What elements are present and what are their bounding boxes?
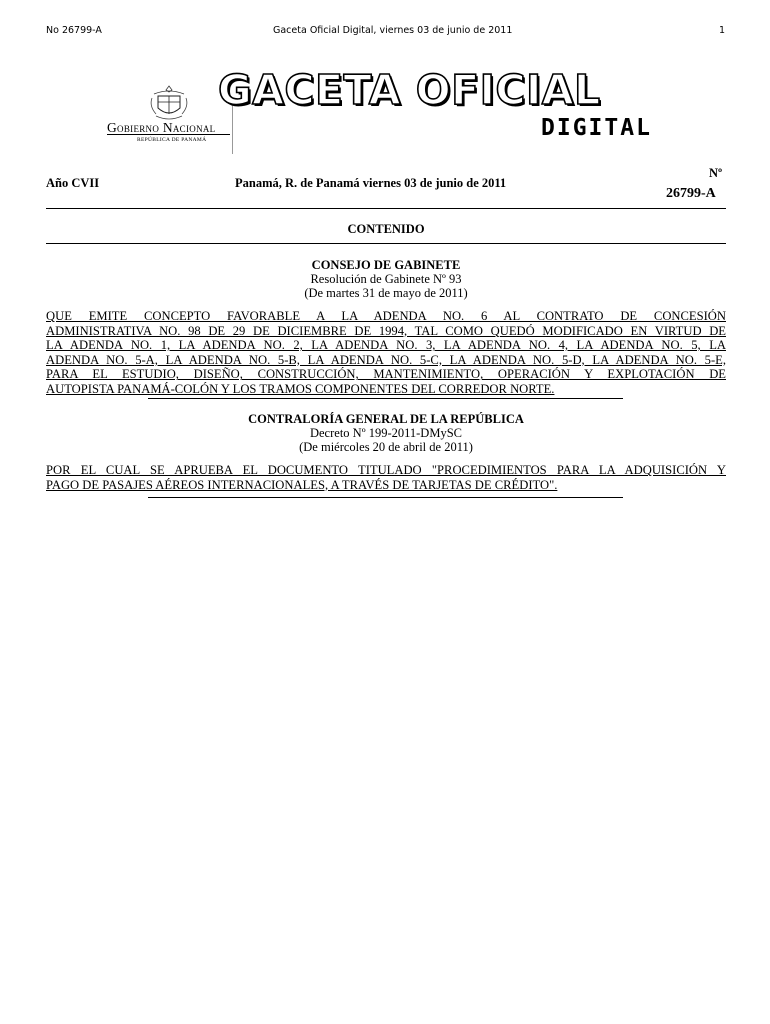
issue-number-label: Nº xyxy=(709,166,723,180)
entry-date: (De miércoles 20 de abril de 2011) xyxy=(299,440,473,454)
issue-place-date: Panamá, R. de Panamá viernes 03 de junio de 2011 xyxy=(235,176,507,190)
issue-number: 26799-A xyxy=(666,186,716,201)
entry-separator xyxy=(148,497,623,498)
contents-rule xyxy=(46,243,726,244)
coat-of-arms-icon xyxy=(148,84,190,122)
entry-summary-line: ADMINISTRATIVA NO. 98 DE 29 DE DICIEMBRE DE 1994, TAL COMO QUEDÓ MODIFICADO EN VIRTUD DE xyxy=(46,323,726,338)
government-subtitle: REPÚBLICA DE PANAMÁ xyxy=(137,137,207,143)
government-name: Gobierno Nacional xyxy=(107,120,216,135)
entry-date: (De martes 31 de mayo de 2011) xyxy=(304,286,468,300)
entry-document: Resolución de Gabinete Nº 93 xyxy=(310,272,462,286)
entry-summary-line: ADENDA NO. 5-A, LA ADENDA NO. 5-B, LA ADENDA NO. 5-C, LA ADENDA NO. 5-D, LA ADENDA NO. 5-E, xyxy=(46,352,726,367)
entry-summary-line: PAGO DE PASAJES AÉREOS INTERNACIONALES, A TRAVÉS DE TARJETAS DE CRÉDITO". xyxy=(46,477,558,492)
entry-summary-line: LA ADENDA NO. 1, LA ADENDA NO. 2, LA ADENDA NO. 3, LA ADENDA NO. 4, LA ADENDA NO. 5, LA xyxy=(46,338,726,353)
header-rule xyxy=(46,208,726,209)
entry-summary-line: POR EL CUAL SE APRUEBA EL DOCUMENTO TITULADO "PROCEDIMIENTOS PARA LA ADQUISICIÓN Y xyxy=(46,463,726,477)
entry-summary-line: AUTOPISTA PANAMÁ-COLÓN Y LOS TRAMOS COMPONENTES DEL CORREDOR NORTE. xyxy=(46,381,555,396)
entry-summary-line: QUE EMITE CONCEPTO FAVORABLE A LA ADENDA NO. 6 AL CONTRATO DE CONCESIÓN xyxy=(46,309,726,323)
masthead-digital: DIGITAL xyxy=(541,115,652,141)
government-underline xyxy=(107,134,230,135)
entry-summary-link[interactable] xyxy=(46,309,726,397)
page-number: 1 xyxy=(719,25,726,36)
entry-summary-line: PARA EL ESTUDIO, DISEÑO, CONSTRUCCIÓN, MANTENIMIENTO, OPERACIÓN Y EXPLOTACIÓN DE xyxy=(46,367,726,382)
entry-entity: CONTRALORÍA GENERAL DE LA REPÚBLICA xyxy=(248,412,524,426)
entry-separator xyxy=(148,398,623,399)
issue-year: Año CVII xyxy=(46,176,100,190)
entry-summary-link[interactable] xyxy=(46,463,726,492)
masthead-title: GACETA OFICIAL xyxy=(218,66,601,114)
entry-document: Decreto Nº 199-2011-DMySC xyxy=(309,426,462,440)
running-header-number: No 26799-A xyxy=(46,25,102,36)
contents-heading: CONTENIDO xyxy=(347,222,425,236)
running-header-title: Gaceta Oficial Digital, viernes 03 de junio de 2011 xyxy=(273,25,513,36)
entry-entity: CONSEJO DE GABINETE xyxy=(311,258,461,272)
